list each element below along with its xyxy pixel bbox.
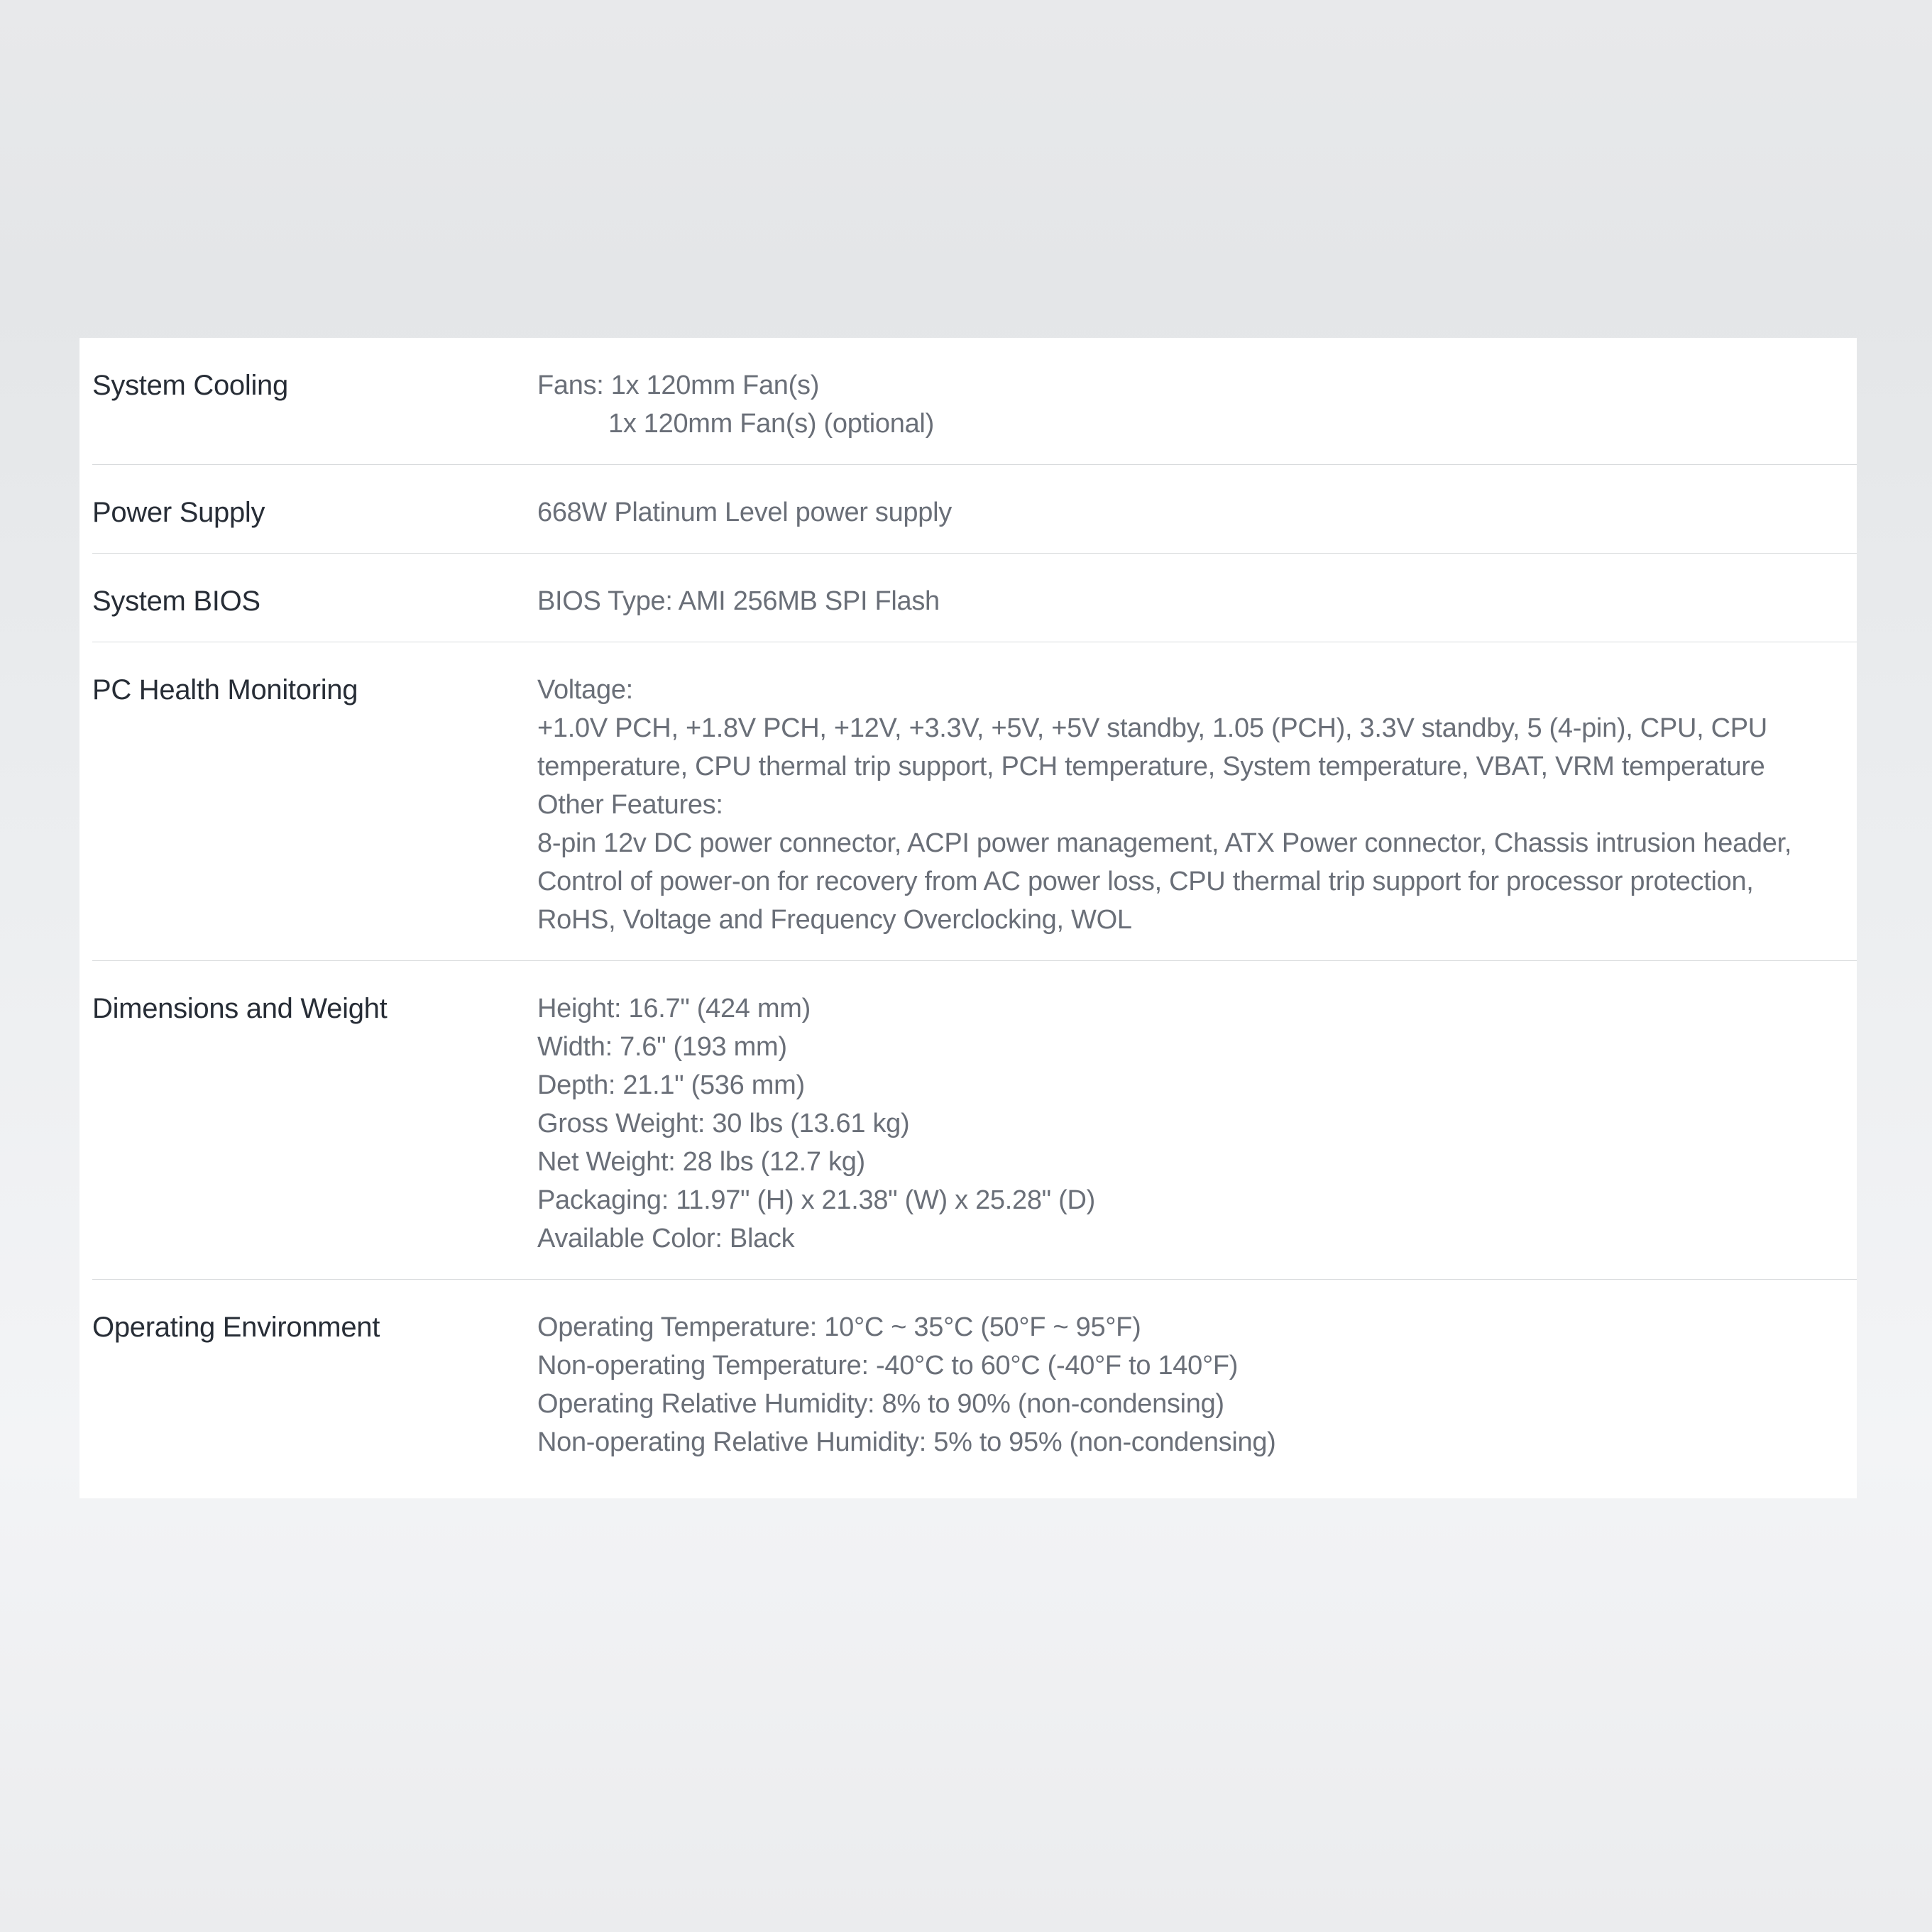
spec-value-line: 1x 120mm Fan(s) (optional) [608, 409, 934, 439]
spec-value-line: +1.0V PCH, +1.8V PCH, +12V, +3.3V, +5V, +5V standby, 1.05 (PCH), 3.3V standby, 5 (4-pin), CPU, CPU temperature, CPU thermal trip support, PCH temperature, System temperature, VBAT, VRM temperature [537, 713, 1767, 781]
spec-value-line: Other Features: [537, 790, 723, 820]
spec-label: Dimensions and Weight [92, 993, 388, 1024]
spec-value [537, 671, 1857, 939]
spec-row-power-supply [92, 464, 1857, 553]
spec-row-pc-health-monitoring [92, 642, 1857, 960]
spec-row-operating-environment [92, 1279, 1857, 1493]
spec-value [537, 366, 1857, 443]
spec-label: Operating Environment [92, 1312, 380, 1343]
spec-value-line: BIOS Type: AMI 256MB SPI Flash [537, 586, 940, 616]
spec-value-line: Operating Relative Humidity: 8% to 90% (non-condensing) [537, 1389, 1224, 1419]
spec-value-line: Non-operating Temperature: -40°C to 60°C (-40°F to 140°F) [537, 1351, 1239, 1381]
spec-value-line: Non-operating Relative Humidity: 5% to 95% (non-condensing) [537, 1427, 1276, 1457]
spec-value-line: 668W Platinum Level power supply [537, 498, 952, 527]
spec-value [537, 989, 1857, 1258]
spec-row-dimensions-and-weight [92, 960, 1857, 1279]
spec-row-system-cooling [92, 338, 1857, 464]
spec-value-line: Packaging: 11.97" (H) x 21.38" (W) x 25.28" (D) [537, 1185, 1095, 1215]
spec-value-line: Operating Temperature: 10°C ~ 35°C (50°F ~ 95°F) [537, 1312, 1141, 1342]
spec-value-line: Voltage: [537, 675, 633, 705]
spec-value-line: 8-pin 12v DC power connector, ACPI power management, ATX Power connector, Chassis intrusion header, Control of power-on for recovery from AC power loss, CPU thermal trip support for processor protection, RoHS, Voltage and Frequency Overclocking, WOL [537, 828, 1792, 935]
spec-value-line: Depth: 21.1" (536 mm) [537, 1070, 805, 1100]
spec-label: PC Health Monitoring [92, 674, 358, 706]
specifications-card [79, 338, 1857, 1498]
spec-value-line: Gross Weight: 30 lbs (13.61 kg) [537, 1109, 910, 1138]
spec-value [537, 1308, 1857, 1461]
spec-value-line: Net Weight: 28 lbs (12.7 kg) [537, 1147, 865, 1177]
spec-row-system-bios [92, 553, 1857, 642]
spec-value-line: Height: 16.7" (424 mm) [537, 994, 811, 1023]
spec-label: System BIOS [92, 586, 260, 617]
spec-value [537, 493, 1857, 532]
spec-value-line: Available Color: Black [537, 1224, 795, 1253]
spec-label: Power Supply [92, 497, 265, 528]
spec-label: System Cooling [92, 370, 288, 401]
spec-value-line: Width: 7.6" (193 mm) [537, 1032, 787, 1062]
spec-value-line: Fans: 1x 120mm Fan(s) [537, 371, 820, 400]
spec-value [537, 582, 1857, 620]
